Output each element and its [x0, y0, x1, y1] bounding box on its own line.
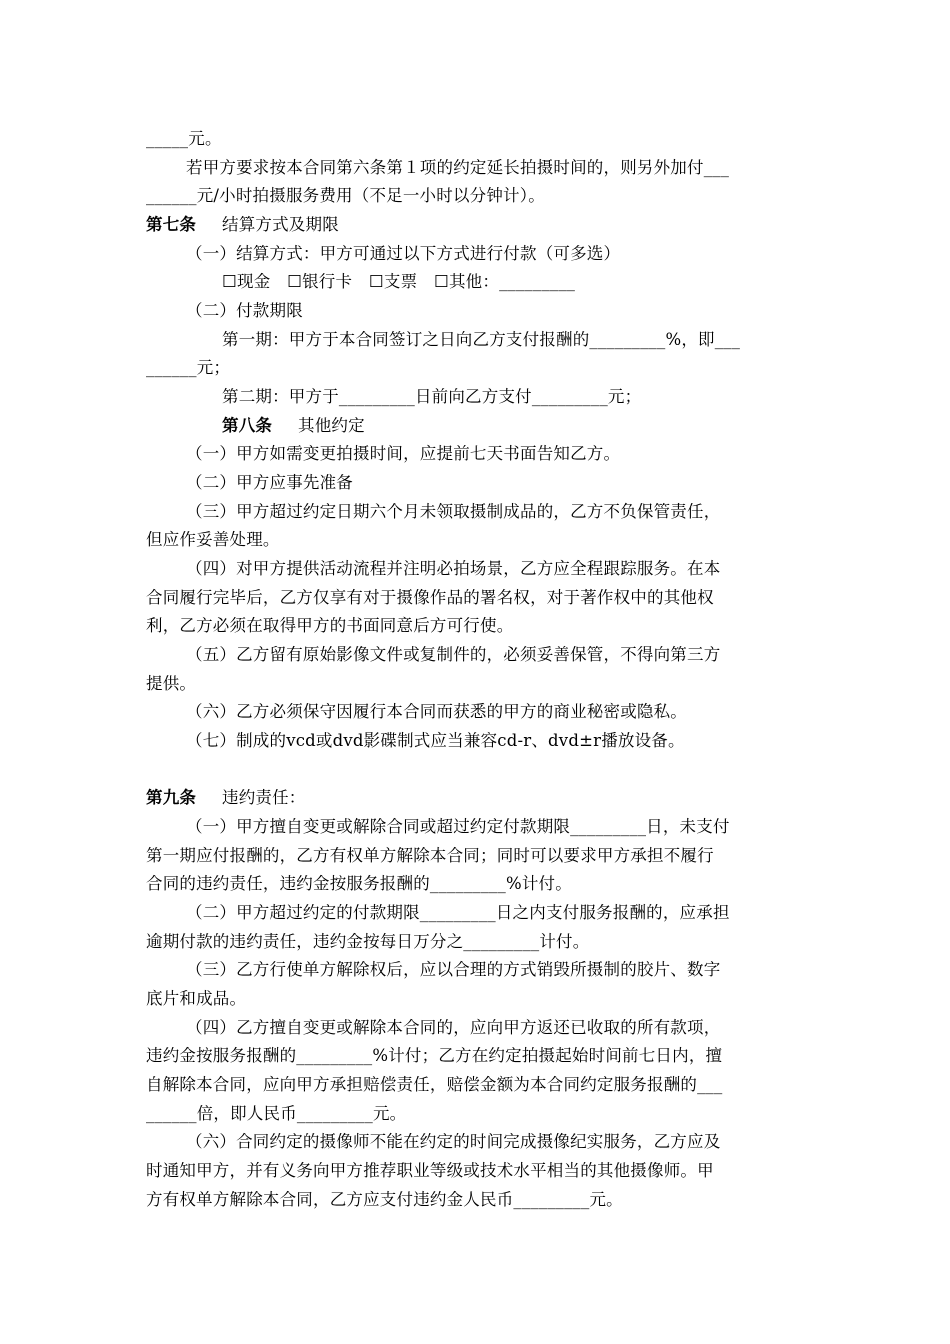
paragraph-line-27: 第一期应付报酬的，乙方有权单方解除本合同；同时可以要求甲方承担不履行 — [146, 846, 714, 865]
paragraph-line-30: 逾期付款的违约责任，违约金按每日万分之_________计付。 — [146, 932, 590, 951]
paragraph-line-6: ☐现金 ☐银行卡 ☐支票 ☐其他：_________ — [222, 272, 576, 291]
paragraph-line-14: （二）甲方应事先准备 — [186, 473, 353, 492]
paragraph-line-21: 提供。 — [146, 674, 197, 693]
paragraph-line-17: （四）对甲方提供活动流程并注明必拍场景，乙方应全程跟踪服务。在本 — [186, 559, 721, 578]
paragraph-line-18: 合同履行完毕后，乙方仅享有对于摄像作品的署名权，对于著作权中的其他权 — [146, 588, 714, 607]
paragraph-line-35: 自解除本合同，应向甲方承担赔偿责任，赔偿金额为本合同约定服务报酬的___ — [146, 1075, 723, 1094]
paragraph-line-16: 但应作妥善处理。 — [146, 530, 280, 549]
paragraph-line-10: 第二期：甲方于_________日前向乙方支付_________元； — [222, 387, 642, 406]
paragraph-line-29: （二）甲方超过约定的付款期限_________日之内支付服务报酬的，应承担 — [186, 903, 730, 922]
paragraph-line-15: （三）甲方超过约定日期六个月未领取摄制成品的，乙方不负保管责任， — [186, 502, 721, 521]
paragraph-line-37: （六）合同约定的摄像师不能在约定的时间完成摄像纪实服务，乙方应及 — [186, 1132, 721, 1151]
paragraph-line-28: 合同的违约责任，违约金按服务报酬的_________%计付。 — [146, 874, 572, 893]
paragraph-line-2: ______元/小时拍摄服务费用（不足一小时以分钟计）。 — [146, 186, 545, 205]
paragraph-line-12: 其他约定 — [298, 416, 365, 435]
paragraph-line-4: 结算方式及期限 — [222, 215, 339, 234]
paragraph-line-33: （四）乙方擅自变更或解除本合同的，应向甲方返还已收取的所有款项， — [186, 1018, 721, 1037]
paragraph-line-25: 违约责任： — [222, 788, 306, 807]
paragraph-line-19: 利，乙方必须在取得甲方的书面同意后方可行使。 — [146, 616, 514, 635]
paragraph-line-38: 时通知甲方，并有义务向甲方推荐职业等级或技术水平相当的其他摄像师。甲 — [146, 1161, 714, 1180]
paragraph-line-31: （三）乙方行使单方解除权后，应以合理的方式销毁所摄制的胶片、数字 — [186, 960, 721, 979]
paragraph-line-1: 若甲方要求按本合同第六条第１项的约定延长拍摄时间的，则另外加付___ — [186, 158, 730, 177]
paragraph-line-22: （六）乙方必须保守因履行本合同而获悉的甲方的商业秘密或隐私。 — [186, 702, 687, 721]
paragraph-line-9: ______元； — [146, 358, 231, 377]
paragraph-line-5: （一）结算方式：甲方可通过以下方式进行付款（可多选） — [186, 244, 621, 263]
paragraph-line-13: （一）甲方如需变更拍摄时间，应提前七天书面告知乙方。 — [186, 444, 621, 463]
paragraph-line-39: 方有权单方解除本合同，乙方应支付违约金人民币_________元。 — [146, 1190, 623, 1209]
paragraph-line-32: 底片和成品。 — [146, 989, 247, 1008]
paragraph-line-8: 第一期：甲方于本合同签订之日向乙方支付报酬的_________%，即___ — [222, 330, 741, 349]
paragraph-line-7: （二）付款期限 — [186, 301, 303, 320]
article-8-heading: 第八条 — [222, 416, 273, 435]
paragraph-line-26: （一）甲方擅自变更或解除合同或超过约定付款期限_________日，未支付 — [186, 817, 730, 836]
article-7-heading: 第七条 — [146, 215, 197, 234]
paragraph-line-36: ______倍，即人民币_________元。 — [146, 1104, 407, 1123]
paragraph-line-34: 违约金按服务报酬的_________%计付；乙方在约定拍摄起始时间前七日内，擅 — [146, 1046, 723, 1065]
paragraph-line-20: （五）乙方留有原始影像文件或复制件的，必须妥善保管，不得向第三方 — [186, 645, 721, 664]
paragraph-line-23: （七）制成的vcd或dvd影碟制式应当兼容cd-r、dvd±r播放设备。 — [186, 731, 685, 750]
article-9-heading: 第九条 — [146, 788, 197, 807]
paragraph-line-0: _____元。 — [146, 129, 222, 148]
